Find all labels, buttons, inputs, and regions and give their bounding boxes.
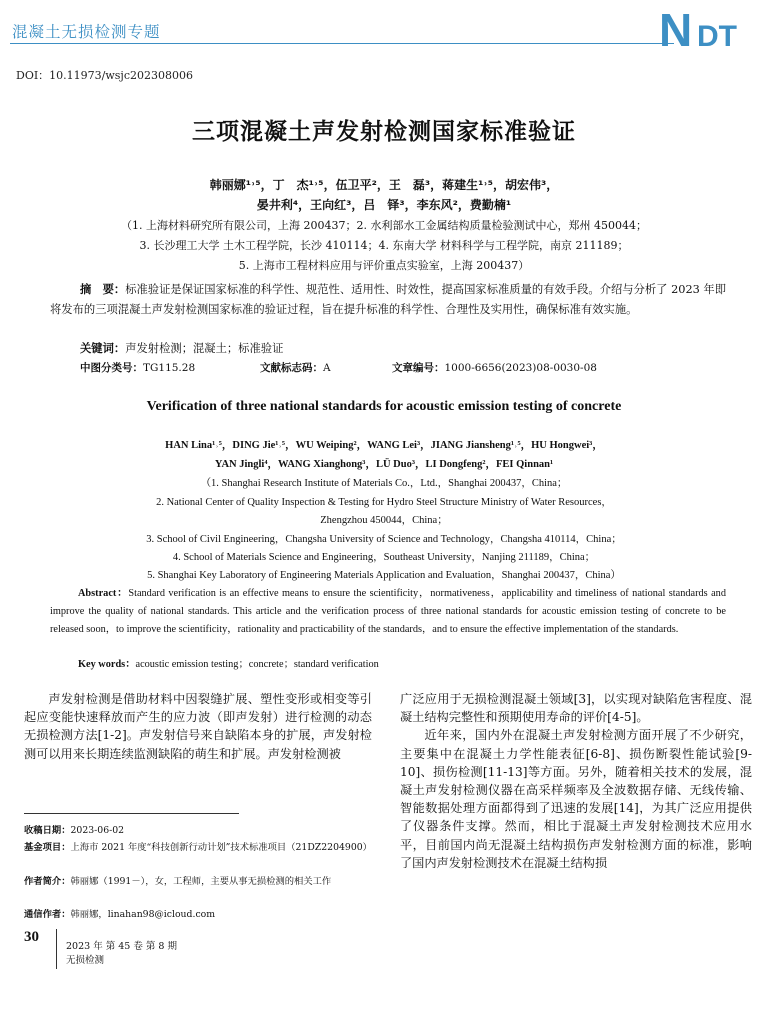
art-label: 文章编号： xyxy=(392,362,445,374)
article-number xyxy=(392,360,597,375)
authors-cn-line1: 韩丽娜¹˒⁵，丁 杰¹˒⁵，伍卫平²，王 磊³，蒋建生¹˒⁵，胡宏伟³， xyxy=(209,178,559,192)
received-date: 2023-06-02 xyxy=(70,825,125,836)
body-paragraph: 声发射检测是借助材料中因裂缝扩展、塑性变形或相变等引起应变能快速释放而产生的应力波（即声发射）进行检测的动态无损检测方法[1-2]。声发射信号来自缺陷本身的扩展，声发射检测可以用来长期连续监测缺陷的萌生和扩展。声发射检测被 xyxy=(24,692,372,761)
affiliation-en: （1. Shanghai Research Institute of Materials Co.，Ltd.，Shanghai 200437，China； xyxy=(200,478,568,489)
body-paragraph: 广泛应用于无损检测混凝土领域[3]，以实现对缺陷危害程度、混凝土结构完整性和预期使用寿命的评价[4-5]。 xyxy=(400,692,752,725)
affiliation-en: 3. School of Civil Engineering，Changsha University of Science and Technology，Changsha 410114，China； xyxy=(146,534,622,545)
keywords-cn xyxy=(50,339,726,359)
footnote-author xyxy=(24,874,372,890)
keywords-en xyxy=(50,656,726,674)
body-left-column xyxy=(24,690,372,763)
doc-value: A xyxy=(323,362,331,374)
authors-en-line1: HAN Lina¹˒⁵，DING Jie¹˒⁵，WU Weiping²，WANG Lei³，JIANG Jiansheng¹˒⁵，HU Hongwei³， xyxy=(165,440,603,451)
clc-value: TG115.28 xyxy=(143,362,196,374)
clc-number xyxy=(80,360,195,375)
keywords-en-text: acoustic emission testing；concrete；standard verification xyxy=(135,659,379,670)
ndt-logo xyxy=(657,4,757,50)
abstract-cn xyxy=(50,280,726,320)
body-paragraph: 近年来，国内外在混凝土声发射检测方面开展了不少研究，主要集中在混凝土力学性能表征[6-8]、损伤断裂性能试验[9-10]、损伤检测[11-13]等方面。另外，随着相关技术的发展，混凝土声发射检测仪器在高采样频率及全波数据存储、无线传输、智能数据处理方面都得到了迅速的发展[14]，为其广泛应用提供了仪器条件支撑。然而，相比于混凝土声发射检测技术应用水平，目前国内尚无混凝土结构损伤声发射检测方面的标准，影响了国内声发射检测技术在混凝土结构损 xyxy=(400,728,752,870)
abstract-cn-label: 摘 要： xyxy=(80,283,126,296)
author-text: 韩丽娜（1991－），女，工程师，主要从事无损检测的相关工作 xyxy=(70,876,332,887)
abstract-cn-text: 标准验证是保证国家标准的科学性、规范性、适用性、时效性，提高国家标准质量的有效手段。介绍与分析了 2023 年即将发布的三项混凝土声发射检测国家标准的验证过程，旨在提升标准的科学性、合理性及实用性，确保标准有效实施。 xyxy=(50,283,726,316)
affiliation-cn: （1. 上海材料研究所有限公司，上海 200437；2. 水利部水工金属结构质量检验测试中心，郑州 450044； xyxy=(121,219,647,232)
body-right-column xyxy=(400,690,752,872)
doi: DOI：10.11973/wsjc202308006 xyxy=(16,69,193,82)
footnote-fund xyxy=(24,840,372,856)
journal-series-title: 混凝土无损检测专题 xyxy=(12,23,161,41)
journal-name: 无损检测 xyxy=(66,955,105,966)
svg-text:DT: DT xyxy=(697,20,737,50)
clc-label: 中图分类号： xyxy=(80,362,143,374)
author-label: 作者简介： xyxy=(24,876,71,887)
abstract-en-text: Standard verification is an effective means to ensure the scientificity，normativeness，applicability and timeliness of national standards and improve the quality of national standards. This article and the verification process of three national standards for acoustic emission testing of concrete to be released soon，to improve the scientificity，rationality and practicability of the standards，and to ensure the effective implementation of the standards. xyxy=(50,588,726,635)
affiliation-en: 5. Shanghai Key Laboratory of Engineering Materials Application and Evaluation，Shanghai 200437，China） xyxy=(147,570,621,581)
paper-title-cn: 三项混凝土声发射检测国家标准验证 xyxy=(192,119,576,145)
keywords-en-label: Key words： xyxy=(78,659,136,670)
affiliation-en: Zhengzhou 450044，China； xyxy=(320,515,448,526)
journal-issue: 2023 年 第 45 卷 第 8 期 xyxy=(66,941,177,952)
contact-text: 韩丽娜，linahan98@icloud.com xyxy=(70,909,216,920)
footnote-received xyxy=(24,823,372,839)
fund-text: 上海市 2021 年度“科技创新行动计划”技术标准项目（21DZ2204900） xyxy=(70,842,372,853)
affiliation-en: 4. School of Materials Science and Engineering，Southeast University，Nanjing 211189，China； xyxy=(172,552,596,563)
affiliation-cn: 3. 长沙理工大学 土木工程学院，长沙 410114；4. 东南大学 材料科学与工程学院，南京 211189； xyxy=(139,239,629,252)
footnote-rule xyxy=(24,813,239,814)
authors-en-line2: YAN Jingli⁴，WANG Xianghong³，LÜ Duo³，LI Dongfeng²，FEI Qinnan¹ xyxy=(214,459,554,470)
contact-label: 通信作者： xyxy=(24,909,71,920)
abstract-en xyxy=(50,585,726,639)
footer-divider xyxy=(56,929,57,969)
affiliation-cn: 5. 上海市工程材料应用与评价重点实验室，上海 200437） xyxy=(238,259,530,272)
keywords-cn-text: 声发射检测；混凝土；标准验证 xyxy=(125,342,284,355)
authors-cn-line2: 晏井利⁴，王向红³，吕 铎³，李东风²，费勤楠¹ xyxy=(256,198,512,212)
document-code xyxy=(260,360,331,375)
received-label: 收稿日期： xyxy=(24,825,71,836)
header-rule xyxy=(10,43,674,44)
svg-text:N: N xyxy=(659,4,693,50)
abstract-en-label: Abstract： xyxy=(78,588,129,599)
footnote-contact xyxy=(24,907,372,923)
doc-label: 文献标志码： xyxy=(260,362,323,374)
page-number: 30 xyxy=(24,929,39,945)
keywords-cn-label: 关键词： xyxy=(80,342,126,355)
affiliation-en: 2. National Center of Quality Inspection & Testing for Hydro Steel Structure Ministry of Water Resources， xyxy=(156,497,612,508)
fund-label: 基金项目： xyxy=(24,842,71,853)
art-value: 1000-6656(2023)08-0030-08 xyxy=(444,362,597,374)
journal-info xyxy=(66,940,177,968)
paper-title-en: Verification of three national standards for acoustic emission testing of concrete xyxy=(146,399,622,414)
